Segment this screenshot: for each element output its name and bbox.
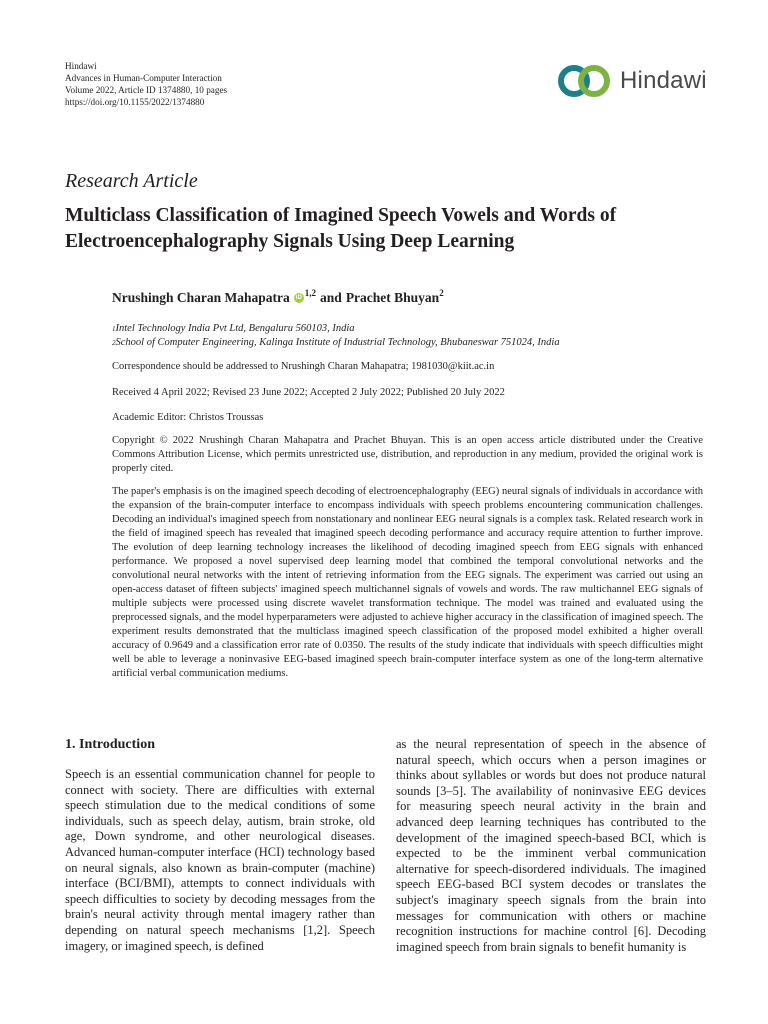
author-name[interactable]: Prachet Bhuyan — [345, 290, 440, 305]
affiliation-item — [112, 336, 560, 350]
affiliations — [112, 322, 560, 350]
author-affiliation-marker: 1,2 — [304, 288, 317, 298]
affiliation-number: 2 — [112, 339, 116, 347]
journal-name: Advances in Human-Computer Interaction — [65, 73, 222, 83]
orcid-icon[interactable]: iD — [295, 295, 302, 301]
publication-dates: Received 4 April 2022; Revised 23 June 2022; Accepted 2 July 2022; Published 20 July 2022 — [112, 387, 505, 398]
copyright-notice: Copyright © 2022 Nrushingh Charan Mahapatra and Prachet Bhuyan. This is an open access article distributed under the Creative Commons Attribution License, which permits unrestricted use, distribution, and reproduction in any medium, provided the original work is properly cited. — [112, 435, 703, 474]
volume-info: Volume 2022, Article ID 1374880, 10 pages — [65, 85, 228, 95]
logo-text: Hindawi — [620, 67, 707, 94]
author-name[interactable]: Nrushingh Charan Mahapatra — [112, 290, 290, 305]
affiliation-text: School of Computer Engineering, Kalinga Institute of Industrial Technology, Bhubaneswar 751024, India — [115, 337, 560, 348]
affiliation-number: 1 — [112, 325, 116, 333]
author-affiliation-marker: 2 — [439, 288, 444, 298]
affiliation-text: Intel Technology India Pvt Ltd, Bengaluru 560103, India — [115, 323, 355, 334]
publisher-name: Hindawi — [65, 61, 97, 71]
article-title: Multiclass Classification of Imagined Speech Vowels and Words of Electroencephalography Signals Using Deep Learning — [65, 205, 617, 252]
doi-link[interactable]: https://doi.org/10.1155/2022/1374880 — [65, 97, 205, 107]
abstract: The paper's emphasis is on the imagined speech decoding of electroencephalography (EEG) neural signals of individuals in accordance with the expansion of the brain-computer interface to encompass individuals with speech problems encountering communication challenges. Decoding an individual's imagined speech from nonstationary and nonlinear EEG neural signals is a complex task. Related research work in the field of imagined speech has revealed that imagined speech decoding performance and accuracy require attention to further improve. The evolution of deep learning technology increases the likelihood of decoding imagined speech from EEG signals with enhanced performance. We proposed a novel supervised deep learning model that combined the temporal convolutional networks and the convolutional neural networks with the intent of retrieving information from the EEG signals. The experiment was carried out using an open-access dataset of fifteen subjects' imagined speech multichannel signals of vowels and words. The raw multichannel EEG signals of multiple subjects were processed using discrete wavelet transformation technique. The model was trained and evaluated using the preprocessed signals, and the model hyperparameters were adjusted to achieve higher accuracy in the classification of imagined speech. The experiment results demonstrated that the multiclass imagined speech classification of the proposed model exhibited a higher overall accuracy of 0.9649 and a classification error rate of 0.0350. The results of the study indicate that individuals with speech difficulties might well be able to leverage a noninvasive EEG-based imagined speech brain-computer interface system as one of the long-term alternative artificial verbal communication mediums. — [112, 486, 703, 679]
journal-header — [65, 60, 227, 108]
article-type: Research Article — [65, 170, 198, 192]
academic-editor: Academic Editor: Christos Troussas — [112, 412, 264, 423]
hindawi-logo — [556, 63, 707, 99]
author-list — [112, 290, 444, 306]
body-column-left: Speech is an essential communication channel for people to connect with society. There are difficulties with external speech stimulation due to the medical conditions of some individuals, such as speech delay, autism, brain stroke, old age, Down syndrome, and other neurological diseases. Advanced human-computer interface (HCI) technology based on neural signals, also known as brain-computer (machine) interface (BCI/BMI), attempts to connect individuals with speech difficulties to society by decoding messages from the brain's neural activity through mental imagery rather than depending on natural speech mechanisms [1,2]. Speech imagery, or imagined speech, is defined — [65, 767, 375, 953]
hindawi-logo-icon — [556, 63, 614, 99]
body-column-right: as the neural representation of speech in the absence of natural speech, which occurs when a person imagines or thinks about syllables or words but does not produce natural sounds [3–5]. The availability of noninvasive EEG devices for measuring speech neural activity in the brain and advanced deep learning techniques has contributed to the development of the imagined speech-based BCI, which is expected to be the imminent verbal communication alternative for speech-disordered individuals. The imagined speech EEG-based BCI system decodes or translates the subject's imaginary speech signals from the brain into messages for communication with others or machine recognition instructions for machine control [6]. Decoding imagined speech from brain signals to benefit humanity is — [396, 737, 706, 954]
section-heading: 1. Introduction — [65, 737, 155, 752]
author-connector: and — [320, 290, 342, 305]
affiliation-item — [112, 322, 560, 336]
correspondence: Correspondence should be addressed to Nrushingh Charan Mahapatra; 1981030@kiit.ac.in — [112, 361, 495, 372]
